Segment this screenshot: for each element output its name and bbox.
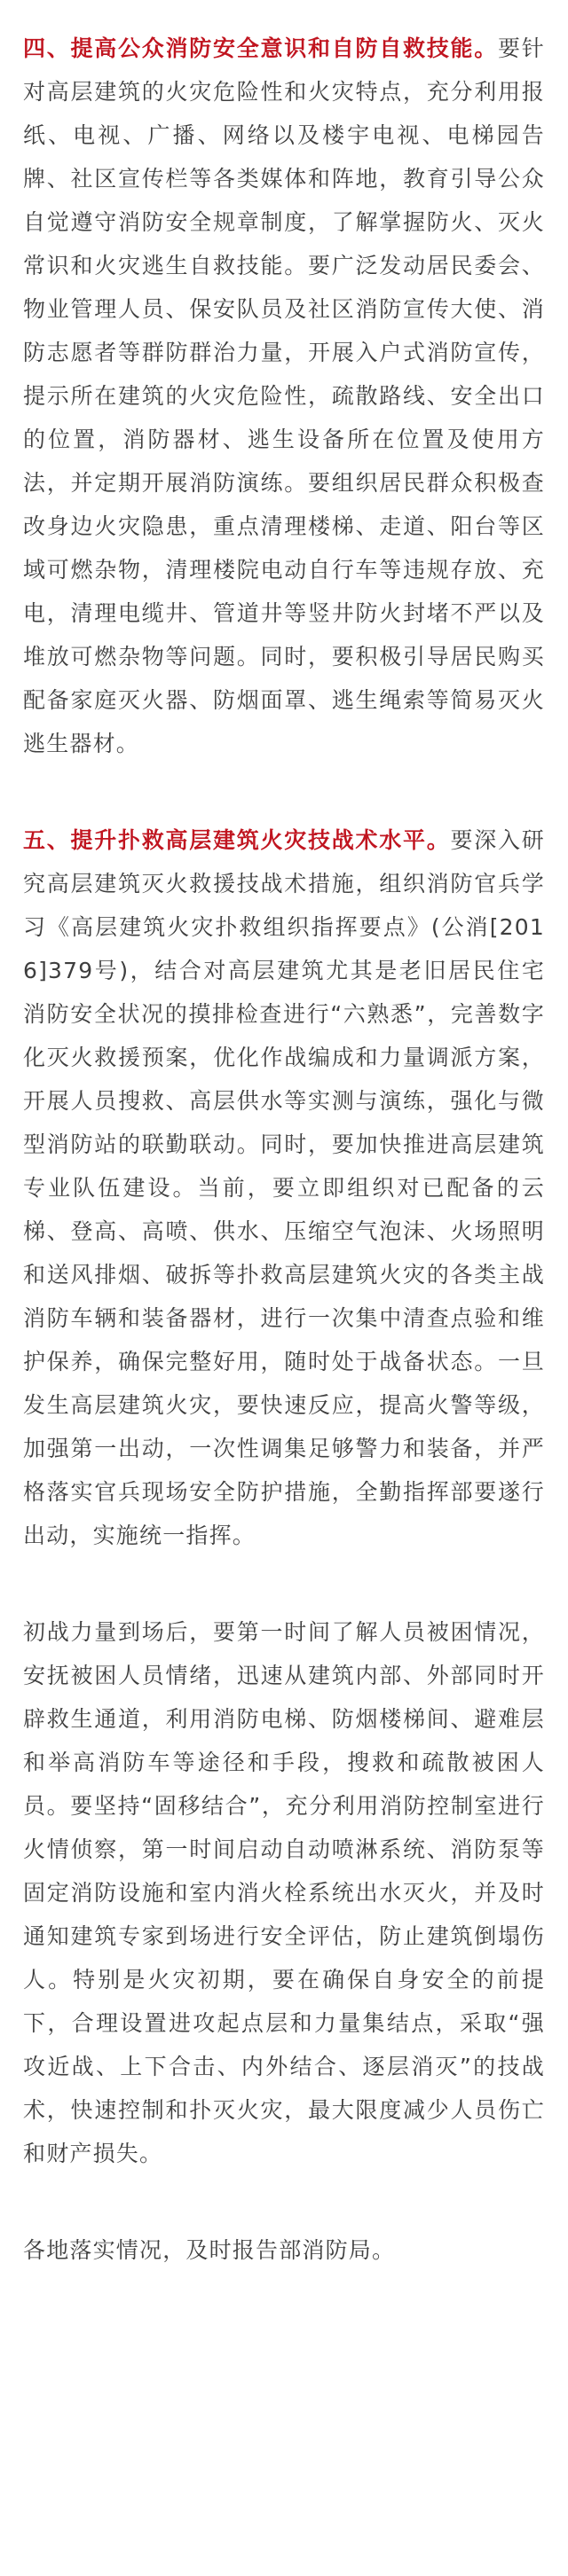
section-five-body: 要深入研究高层建筑灭火救援技战术措施，组织消防官兵学习《高层建筑火灾扑救组织指挥要点》(公消[2016]379号)，结合对高层建筑尤其是老旧居民住宅消防安全状况的摸排检查进行“六熟悉”，完善数字化灭火救援预案，优化作战编成和力量调派方案，开展人员搜救、高层供水等实测与演练，强化与微型消防站的联勤联动。同时，要加快推进高层建筑专业队伍建设。当前，要立即组织对已配备的云梯、登高、高喷、供水、压缩空气泡沫、火场照明和送风排烟、破拆等扑救高层建筑火灾的各类主战消防车辆和装备器材，进行一次集中清查点验和维护保养，确保完整好用，随时处于战备状态。一旦发生高层建筑火灾，要快速反应，提高火警等级，加强第一出动，一次性调集足够警力和装备，并严格落实官兵现场安全防护措施，全勤指挥部要遂行出动，实施统一指挥。 bbox=[23, 827, 545, 1548]
section-four-paragraph bbox=[23, 27, 545, 765]
section-four-heading: 四、提高公众消防安全意识和自防自救技能。 bbox=[23, 35, 499, 61]
section-five-heading: 五、提升扑救高层建筑火灾技战术水平。 bbox=[23, 827, 451, 853]
closing-paragraph: 各地落实情况，及时报告部消防局。 bbox=[23, 2237, 396, 2263]
section-four-body: 要针对高层建筑的火灾危险性和火灾特点，充分利用报纸、电视、广播、网络以及楼宇电视、电梯园告牌、社区宣传栏等各类媒体和阵地，教育引导公众自觉遵守消防安全规章制度，了解掌握防火、灭火常识和火灾逃生自救技能。要广泛发动居民委会、物业管理人员、保安队员及社区消防宣传大使、消防志愿者等群防群治力量，开展入户式消防宣传，提示所在建筑的火灾危险性，疏散路线、安全出口的位置，消防器材、逃生设备所在位置及使用方法，并定期开展消防演练。要组织居民群众积极查改身边火灾隐患，重点清理楼梯、走道、阳台等区域可燃杂物，清理楼院电动自行车等违规存放、充电，清理电缆井、管道井等竖井防火封堵不严以及堆放可燃杂物等问题。同时，要积极引导居民购买配备家庭灭火器、防烟面罩、逃生绳索等简易灭火逃生器材。 bbox=[23, 35, 545, 756]
section-five-paragraph bbox=[23, 818, 545, 1557]
rescue-paragraph: 初战力量到场后，要第一时间了解人员被困情况，安抚被困人员情绪，迅速从建筑内部、外部同时开辟救生通道，利用消防电梯、防烟楼梯间、避难层和举高消防车等途径和手段，搜救和疏散被困人员。要坚持“固移结合”，充分利用消防控制室进行火情侦察，第一时间启动自动喷淋系统、消防泵等固定消防设施和室内消火栓系统出水灭火，并及时通知建筑专家到场进行安全评估，防止建筑倒塌伤人。特别是火灾初期，要在确保自身安全的前提下，合理设置进攻起点层和力量集结点，采取“强攻近战、上下合击、内外结合、逐层消灭”的技战术，快速控制和扑灭火灾，最大限度减少人员伤亡和财产损失。 bbox=[23, 1619, 545, 2166]
